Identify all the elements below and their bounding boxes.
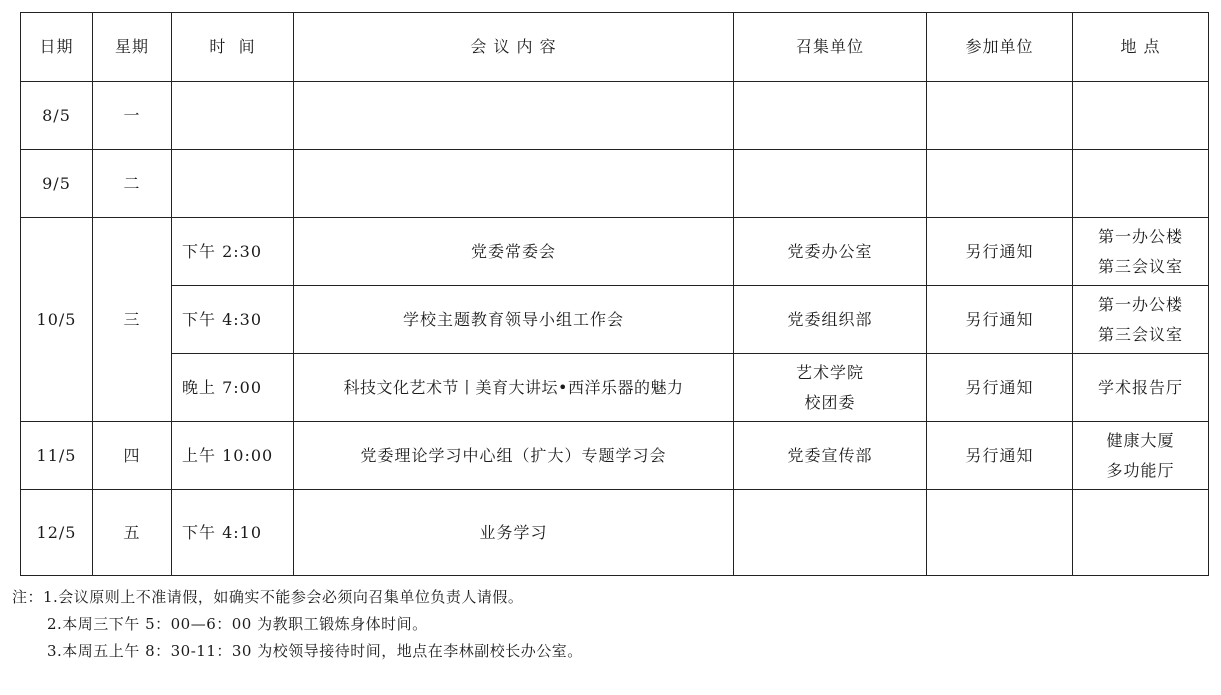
date-cell: 11/5 [21,422,93,490]
content-cell: 党委常委会 [294,218,734,286]
time-cell [172,150,294,218]
header-participants: 参加单位 [927,13,1073,82]
date-cell: 10/5 [21,218,93,422]
note-line: 注：1.会议原则上不准请假，如确实不能参会必须向召集单位负责人请假。 [12,588,524,606]
location-line: 第三会议室 [1097,324,1183,344]
time-cell [172,82,294,150]
location-cell [1073,150,1209,218]
table-row [21,218,1209,286]
weekday-cell: 一 [93,82,172,150]
time-cell: 下午 4:30 [172,286,294,354]
location-cell [1073,82,1209,150]
location-line: 多功能厅 [1106,460,1175,480]
participants-cell: 另行通知 [927,286,1073,354]
location-cell [1073,286,1209,354]
convener-cell: 党委办公室 [734,218,927,286]
participants-cell [927,150,1073,218]
note-line: 2.本周三下午 5：00—6：00 为教职工锻炼身体时间。 [47,615,428,633]
time-cell: 下午 2:30 [172,218,294,286]
header-location: 地 点 [1073,13,1209,82]
location-line: 健康大厦 [1106,430,1175,450]
convener-cell: 党委组织部 [734,286,927,354]
participants-cell: 另行通知 [927,422,1073,490]
table-row [21,422,1209,490]
weekday-cell: 二 [93,150,172,218]
notes-section [12,584,583,665]
date-cell: 12/5 [21,490,93,576]
table-row [21,354,1209,422]
participants-cell: 另行通知 [927,354,1073,422]
participants-cell [927,82,1073,150]
convener-cell [734,354,927,422]
convener-cell [734,490,927,576]
note-line: 3.本周五上午 8：30-11：30 为校领导接待时间，地点在李林副校长办公室。 [47,642,583,660]
header-row [21,13,1209,82]
date-cell: 8/5 [21,82,93,150]
time-cell: 上午 10:00 [172,422,294,490]
content-cell [294,82,734,150]
table-row [21,490,1209,576]
table-row [21,82,1209,150]
weekday-cell: 四 [93,422,172,490]
table-row [21,150,1209,218]
location-line: 第一办公楼 [1097,226,1183,246]
participants-cell: 另行通知 [927,218,1073,286]
participants-cell [927,490,1073,576]
convener-cell [734,150,927,218]
header-convener: 召集单位 [734,13,927,82]
convener-cell: 党委宣传部 [734,422,927,490]
convener-line: 校团委 [804,392,856,412]
location-cell: 学术报告厅 [1073,354,1209,422]
content-cell: 科技文化艺术节丨美育大讲坛•西洋乐器的魅力 [294,354,734,422]
location-line: 第一办公楼 [1097,294,1183,314]
table-row [21,286,1209,354]
location-line: 第三会议室 [1097,256,1183,276]
date-cell: 9/5 [21,150,93,218]
content-cell: 业务学习 [294,490,734,576]
convener-line: 艺术学院 [795,362,864,382]
header-content: 会 议 内 容 [294,13,734,82]
weekday-cell: 三 [93,218,172,422]
location-cell [1073,422,1209,490]
meeting-schedule-table [20,12,1209,576]
time-cell: 下午 4:10 [172,490,294,576]
time-cell: 晚上 7:00 [172,354,294,422]
weekday-cell: 五 [93,490,172,576]
convener-cell [734,82,927,150]
header-weekday: 星期 [93,13,172,82]
content-cell: 党委理论学习中心组（扩大）专题学习会 [294,422,734,490]
location-cell [1073,490,1209,576]
content-cell: 学校主题教育领导小组工作会 [294,286,734,354]
content-cell [294,150,734,218]
header-time: 时 间 [172,13,294,82]
header-date: 日期 [21,13,93,82]
location-cell [1073,218,1209,286]
